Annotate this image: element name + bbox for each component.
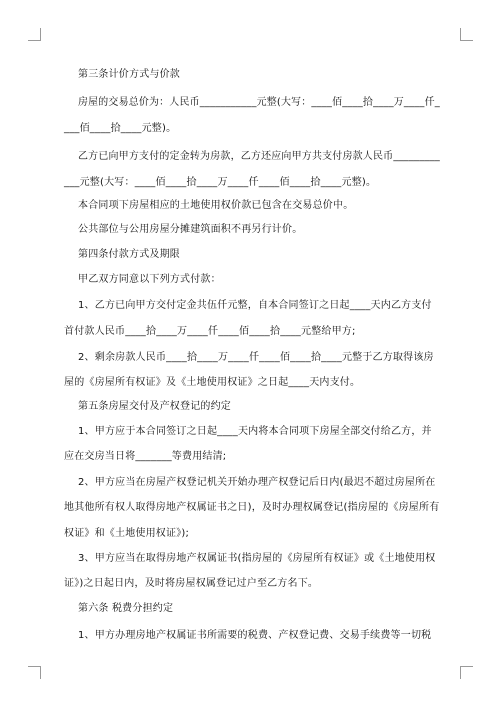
crop-mark-top-right: [460, 28, 473, 41]
paragraph-line: 权证》和《土地使用权证》);: [64, 528, 190, 539]
paragraph-line: 屋的《房屋所有权证》及《土地使用权证》之日起____天内支付。: [64, 377, 361, 388]
paragraph-line: 1、乙方已向甲方交付定金共伍仟元整，自本合同签订之日起____天内乙方支付: [78, 300, 432, 311]
crop-mark-bottom-left: [28, 666, 41, 679]
section-heading-6: 第六条 税费分担约定: [78, 603, 174, 614]
paragraph-line: 3、甲方应当在取得房地产权属证书(指房屋的《房屋所有权证》或《土地使用权: [78, 553, 436, 564]
paragraph-line: 公共部位与公用房屋分摊建筑面积不再另行计价。: [78, 224, 303, 235]
paragraph-line: ___元整(大写：____佰____拾____万____仟____佰____拾____元整)。: [64, 177, 377, 188]
paragraph-line: 1、甲方应于本合同签订之日起____天内将本合同项下房屋全部交付给乙方，并: [78, 426, 432, 437]
section-heading-3: 第三条计价方式与价款: [78, 69, 180, 80]
section-heading-4: 第四条付款方式及期限: [78, 249, 180, 260]
paragraph-line: 2、甲方应当在房屋产权登记机关开始办理产权登记后日内(最迟不超过房屋所在: [78, 477, 436, 488]
crop-mark-bottom-right: [460, 666, 473, 679]
paragraph-line: 1、甲方办理房地产权属证书所需要的税费、产权登记费、交易手续费等一切税: [78, 630, 432, 641]
paragraph-line: 地其他所有权人取得房地产权属证书之日)，及时办理权属登记(指房屋的《房屋所有: [64, 502, 440, 513]
paragraph-line: 房屋的交易总价为：人民币___________元整(大写：____佰____拾____万____仟_: [78, 97, 440, 108]
paragraph-line: 证》)之日起日内，及时将房屋权属登记过户至乙方名下。: [64, 578, 319, 589]
section-heading-5: 第五条房屋交付及产权登记的约定: [78, 401, 231, 412]
paragraph-line: 甲乙双方同意以下列方式付款：: [78, 274, 221, 285]
paragraph-line: ___佰____拾____元整)。: [64, 123, 177, 134]
paragraph-line: 乙方已向甲方支付的定金转为房款，乙方还应向甲方共支付房款人民币_________: [78, 151, 440, 162]
paragraph-line: 本合同项下房屋相应的土地使用权价款已包含在交易总价中。: [78, 200, 354, 211]
crop-mark-top-left: [28, 28, 41, 41]
paragraph-line: 2、剩余房款人民币____拾____万____仟____佰____拾____元整于乙方取得该房: [78, 352, 434, 363]
paragraph-line: 应在交房当日将_______等费用结清;: [64, 451, 227, 462]
paragraph-line: 首付款人民币____拾____万____仟____佰____拾____元整给甲方;: [64, 326, 356, 337]
